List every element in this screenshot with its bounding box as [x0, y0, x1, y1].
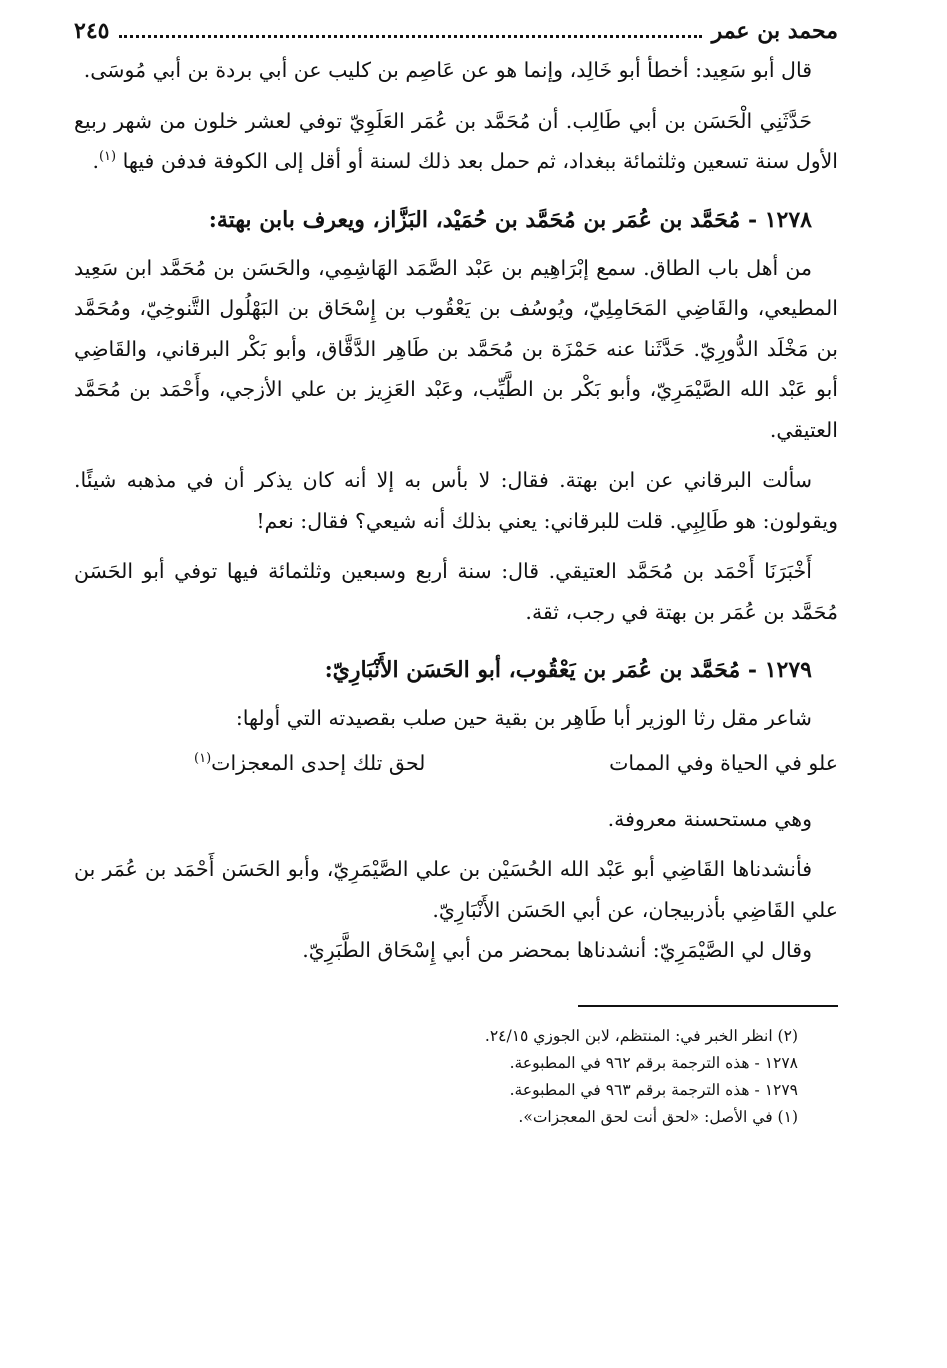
paragraph-alawi-end: . [92, 149, 99, 173]
paragraph-recited-by: فأنشدناها القَاضِي أبو عَبْد الله الحُسَيْن بن علي الصَّيْمَرِيّ، وأبو الحَسَن أَحْمَد بن عُمَر بن علي القَاضِي بأذربيجان، عن أبي الحَسَن الأَنْبَارِيّ. [74, 857, 838, 922]
verse-second-text: لحق تلك إحدى المعجزات [211, 750, 426, 775]
footnote-item: ١٢٧٩ - هذه الترجمة برقم ٩٦٣ في المطبوعة. [509, 1080, 798, 1099]
page-number: ٢٤٥ [74, 18, 110, 44]
verse-second-hemistich [74, 741, 425, 785]
poem-verse [74, 741, 838, 785]
footnotes [74, 1023, 838, 1131]
footnote-ref-1: (١) [194, 750, 212, 766]
leader-dots [119, 35, 701, 38]
entry-heading-1279: ١٢٧٩ - مُحَمَّد بن عُمَر بن يَعْقُوب، أبو الحَسَن الأَنْبَارِيّ: [324, 657, 812, 683]
paragraph-alawi-text: حَدَّثَنِي الْحَسَن بن أبي طَالِب. أن مُحَمَّد بن عُمَر العَلَوِيّ توفي لعشر خلون من شهر ربيع الأول سنة تسعين وثلثمائة ببغداد، ثم حمل بعد ذلك لسنة أو أقل إلى الكوفة فدفن فيها [74, 108, 838, 173]
footnote-ref-2: (١) [98, 149, 117, 165]
main-text [74, 50, 838, 971]
running-head [74, 14, 838, 48]
paragraph-atiqi-report: أَخْبَرَنَا أَحْمَد بن مُحَمَّد العتيقي. قال: سنة أربع وسبعين وثلثمائة فيها توفي أبو الحَسَن مُحَمَّد بن عُمَر بن بهتة في رجب، ثقة. [74, 559, 838, 624]
paragraph-abu-said: قال أبو سَعِيد: أخطأ أبو خَالِد، وإنما هو عن عَاصِم بن كليب عن أبي بردة بن أبي مُوسَى. [83, 58, 812, 82]
entry-heading-1278: ١٢٧٨ - مُحَمَّد بن عُمَر بن مُحَمَّد بن حُمَيْد، البَزَّاز، ويعرف بابن بهتة: [208, 206, 812, 233]
footnote-item: ١٢٧٨ - هذه الترجمة برقم ٩٦٢ في المطبوعة. [509, 1053, 798, 1072]
paragraph-well-known: وهي مستحسنة معروفة. [607, 806, 812, 831]
paragraph-alawi-death [74, 101, 838, 182]
paragraph-barqani-question: سألت البرقاني عن ابن بهتة. فقال: لا بأس به إلا أنه كان يذكر أن في مذهبه شيئًا. ويقولون: هو طَالِبِي. قلت للبرقاني: يعني بذلك أنه شيعي؟ فقال: نعم! [74, 468, 838, 533]
footnote-separator [578, 1005, 838, 1007]
paragraph-saymari-said: وقال لي الصَّيْمَرِيّ: أنشدناها بمحضر من أبي إِسْحَاق الطَّبَرِيّ. [302, 938, 812, 962]
running-title: محمد بن عمر [711, 18, 838, 44]
book-page [74, 14, 838, 1131]
footnote-item: (١) في الأصل: «لحق أنت لحق المعجزات». [518, 1107, 798, 1126]
verse-first-hemistich: علو في الحياة وفي الممات [609, 750, 838, 775]
paragraph-poet-intro: شاعر مقل رثا الوزير أبا طَاهِر بن بقية حين صلب بقصيدته التي أولها: [235, 706, 812, 730]
footnote-item: (٢) انظر الخبر في: المنتظم، لابن الجوزي ٢٤/١٥. [484, 1026, 798, 1045]
paragraph-bab-al-taq: من أهل باب الطاق. سمع إبْرَاهِيم بن عَبْد الصَّمَد الهَاشِمِي، والحَسَن بن مُحَمَّد ابن سَعِيد المطيعي، والقَاضِي المَحَامِلِيّ، ويُوسُف بن يَعْقُوب بن إِسْحَاق بن البَهْلُول التَّنوخِيّ، ومُحَمَّد بن مَخْلَد الدُّورِيّ. حَدَّثَنا عنه حَمْزَة بن مُحَمَّد بن طَاهِر الدَّقَّاق، وأبو بَكْر البرقاني، والقَاضِي أبو عَبْد الله الصَّيْمَرِيّ، وأبو بَكْر بن الطَّيِّب، وعَبْد العَزِيز بن علي الأزجي، وأَحْمَد بن مُحَمَّد العتيقي. [74, 255, 838, 442]
